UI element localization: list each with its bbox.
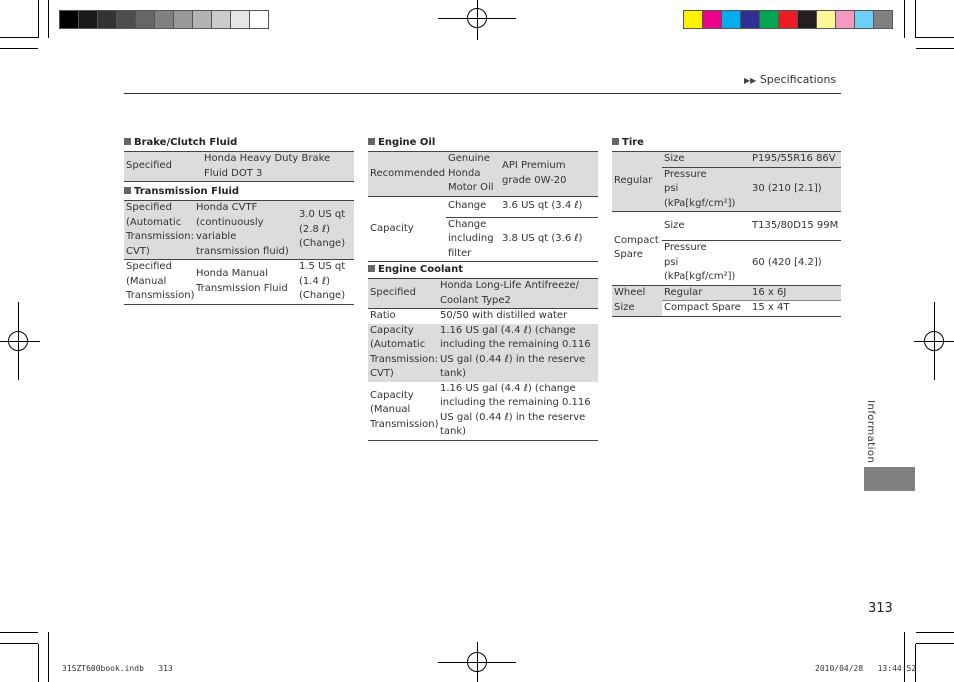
color-swatch [230, 10, 250, 29]
page-number: 313 [868, 601, 893, 616]
table-row [368, 152, 598, 197]
transmission-fluid: Honda CVTF (continuously variable transmission fluid) [194, 201, 297, 260]
footer-timestamp: 2010/04/28 13:44:52 [815, 664, 917, 673]
brake-value: Honda Heavy Duty Brake Fluid DOT 3 [202, 152, 354, 182]
color-swatch [778, 10, 798, 29]
coolant-value: 1.16 US gal (4.4 ℓ) (change including the remaining 0.116 US gal (0.44 ℓ) in the reserve tank) [438, 324, 598, 382]
engine-oil-table [368, 151, 598, 262]
engine-oil-heading: Engine Oil [368, 137, 435, 148]
tire-pressure-label: Pressure psi (kPa[kgf/cm²]) [662, 241, 750, 286]
oil-recommended-type: Genuine Honda Motor Oil [446, 152, 500, 197]
tire-compact-size: T135/80D15 99M [750, 212, 841, 241]
tire-compact-label: Compact Spare [612, 212, 662, 286]
oil-change-filter-label: Change including filter [446, 217, 500, 262]
color-swatch [721, 10, 741, 29]
table-row [124, 201, 354, 260]
tire-regular-label: Regular [612, 152, 662, 212]
tire-heading: Tire [612, 137, 644, 148]
color-swatch [211, 10, 231, 29]
tire-pressure-label: Pressure psi (kPa[kgf/cm²]) [662, 167, 750, 212]
table-row [124, 260, 354, 305]
tire-size-label: Size [662, 152, 750, 168]
wheel-compact-value: 15 x 4T [750, 301, 841, 317]
coolant-label: Capacity (Manual Transmission) [368, 382, 438, 441]
engine-coolant-heading: Engine Coolant [368, 264, 463, 275]
table-row [368, 279, 598, 309]
coolant-value: 1.16 US gal (4.4 ℓ) (change including the remaining 0.116 US gal (0.44 ℓ) in the reserve tank) [438, 382, 598, 441]
brake-label: Specified [124, 152, 202, 182]
breadcrumb-label: Specifications [759, 73, 837, 86]
transmission-fluid-table [124, 200, 354, 305]
tire-size-label: Size [662, 212, 750, 241]
section-tab-block [864, 467, 915, 491]
table-row [368, 324, 598, 382]
color-swatch [97, 10, 117, 29]
coolant-label: Ratio [370, 310, 396, 321]
header-rule [124, 93, 841, 94]
engine-coolant-table [368, 278, 598, 441]
oil-capacity-label: Capacity [368, 196, 446, 262]
oil-recommended-label: Recommended [368, 152, 446, 197]
coolant-value: 50/50 with distilled water [440, 310, 568, 321]
color-swatch [835, 10, 855, 29]
color-swatch [78, 10, 98, 29]
breadcrumb-arrows: ▶▶ [744, 76, 757, 85]
oil-change-filter-value: 3.8 US qt (3.6 ℓ) [500, 217, 598, 262]
table-row [368, 309, 598, 324]
transmission-fluid: Honda Manual Transmission Fluid [194, 260, 297, 305]
color-swatch [59, 10, 79, 29]
color-swatch [173, 10, 193, 29]
transmission-label: Specified (Manual Transmission) [124, 260, 194, 305]
color-swatch [249, 10, 269, 29]
transmission-label: Specified (Automatic Transmission: CVT) [124, 201, 194, 260]
color-swatch [740, 10, 760, 29]
table-row [612, 285, 841, 301]
wheel-compact-label: Compact Spare [662, 301, 750, 317]
color-swatch [854, 10, 874, 29]
table-row [368, 196, 598, 217]
footer-file-info: 31SZT600book.indb 313 [62, 664, 173, 673]
transmission-qty: 1.5 US qt (1.4 ℓ) (Change) [297, 260, 354, 305]
transmission-qty: 3.0 US qt (2.8 ℓ) (Change) [297, 201, 354, 260]
tire-regular-size: P195/55R16 86V [750, 152, 841, 168]
wheel-size-label: Wheel Size [612, 285, 662, 316]
wheel-regular-value: 16 x 6J [750, 285, 841, 301]
oil-recommended-value: API Premium grade 0W-20 [500, 152, 598, 197]
brake-fluid-table [124, 151, 354, 182]
color-swatch [873, 10, 893, 29]
oil-change-value: 3.6 US qt (3.4 ℓ) [500, 196, 598, 217]
coolant-label: Capacity (Automatic Transmission: CVT) [368, 324, 438, 382]
coolant-value: Honda Long-Life Antifreeze/ Coolant Type2 [438, 279, 598, 309]
tire-regular-pressure: 30 (210 [2.1]) [750, 167, 841, 212]
transmission-fluid-heading: Transmission Fluid [124, 186, 239, 197]
wheel-regular-label: Regular [662, 285, 750, 301]
color-swatch [116, 10, 136, 29]
tire-compact-pressure: 60 (420 [4.2]) [750, 241, 841, 286]
oil-change-label: Change [446, 196, 500, 217]
color-swatch [759, 10, 779, 29]
color-swatch [135, 10, 155, 29]
color-swatch [797, 10, 817, 29]
breadcrumb [744, 73, 836, 86]
coolant-label: Specified [368, 279, 438, 309]
table-row [612, 152, 841, 168]
color-swatch [816, 10, 836, 29]
color-swatch [683, 10, 703, 29]
color-swatch [702, 10, 722, 29]
table-row [368, 382, 598, 441]
brake-fluid-heading: Brake/Clutch Fluid [124, 137, 237, 148]
section-tab-label: Information [865, 400, 876, 464]
color-swatch [154, 10, 174, 29]
table-row [612, 212, 841, 241]
tire-table [612, 151, 841, 317]
color-swatch [192, 10, 212, 29]
